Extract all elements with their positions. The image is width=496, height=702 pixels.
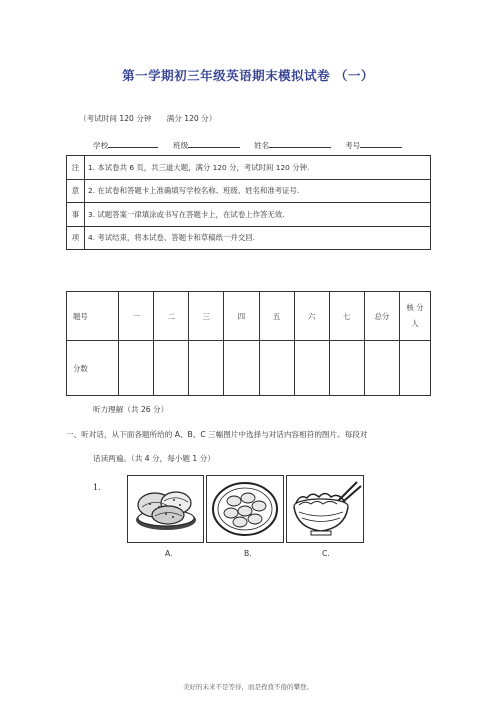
name-label: 姓名 (254, 141, 270, 150)
choice-a-picture[interactable] (127, 475, 204, 543)
exam-no-label: 考号 (345, 141, 361, 150)
exam-no-blank[interactable] (360, 139, 402, 148)
choice-c-label: C. (322, 549, 330, 558)
score-header: 三 (189, 292, 224, 341)
notice-item: 2. 在试卷和答题卡上准确填写学校名称、班级、姓名和准考证号. (85, 179, 431, 203)
school-label: 学校 (93, 141, 109, 150)
choice-b-picture[interactable] (206, 475, 284, 543)
score-header-checker (399, 292, 430, 341)
notice-item: 3. 试题答案一律填涂或书写在答题卡上，在试卷上作答无效. (85, 203, 431, 227)
score-header: 七 (329, 292, 364, 341)
class-label: 班级 (173, 141, 189, 150)
dumplings-plate-icon (207, 476, 283, 542)
student-fields (93, 139, 402, 151)
score-row-label: 分数 (67, 341, 119, 396)
score-cell[interactable] (329, 341, 364, 396)
notice-item: 1. 本试卷共 6 页，共三道大题，满分 120 分，考试时间 120 分钟. (85, 156, 431, 180)
question-intro-line2: 话读两遍。（共 4 分，每小题 1 分） (93, 454, 215, 463)
school-blank[interactable] (108, 139, 158, 148)
name-blank[interactable] (269, 139, 331, 148)
exam-info: （考试时间 120 分钟 满分 120 分） (79, 114, 217, 123)
score-cell[interactable] (399, 341, 430, 396)
score-table (66, 291, 431, 396)
notice-side-char: 事 (67, 203, 85, 227)
score-header: 六 (294, 292, 329, 341)
noodle-bowl-icon (287, 476, 363, 542)
score-cell[interactable] (154, 341, 189, 396)
score-header-label: 题号 (67, 292, 119, 341)
notice-item: 4. 考试结束，将本试卷、答题卡和草稿纸一并交回. (85, 226, 431, 250)
score-cell[interactable] (119, 341, 154, 396)
score-header: 五 (259, 292, 294, 341)
choice-c-picture[interactable] (286, 475, 364, 543)
score-cell[interactable] (259, 341, 294, 396)
section-listening: 听力理解（共 26 分） (93, 405, 169, 414)
notice-table (66, 155, 431, 250)
footer-motto: 美好的未来不是等待，而是孜孜不倦的攀登。 (183, 683, 313, 691)
score-header-total: 总分 (364, 292, 399, 341)
notice-side-char: 项 (67, 226, 85, 250)
score-header: 四 (224, 292, 259, 341)
exam-title: 第一学期初三年级英语期末模拟试卷 （一） (122, 68, 374, 83)
checker-line2: 人 (411, 319, 419, 328)
question-intro-line1: 一、听对话，从下面各题所给的 A、B、C 三幅图片中选择与对话内容相符的图片。每段对 (66, 430, 368, 439)
score-cell[interactable] (364, 341, 399, 396)
choice-b-label: B. (244, 549, 252, 558)
score-cell[interactable] (189, 341, 224, 396)
buns-icon (128, 476, 203, 542)
notice-side-char: 意 (67, 179, 85, 203)
score-header: 二 (154, 292, 189, 341)
checker-line1: 核 分 (406, 303, 424, 312)
score-cell[interactable] (224, 341, 259, 396)
score-cell[interactable] (294, 341, 329, 396)
notice-side-char: 注 (67, 156, 85, 180)
question-number: 1. (93, 483, 101, 492)
class-blank[interactable] (188, 139, 240, 148)
choice-a-label: A. (165, 549, 173, 558)
score-header: 一 (119, 292, 154, 341)
